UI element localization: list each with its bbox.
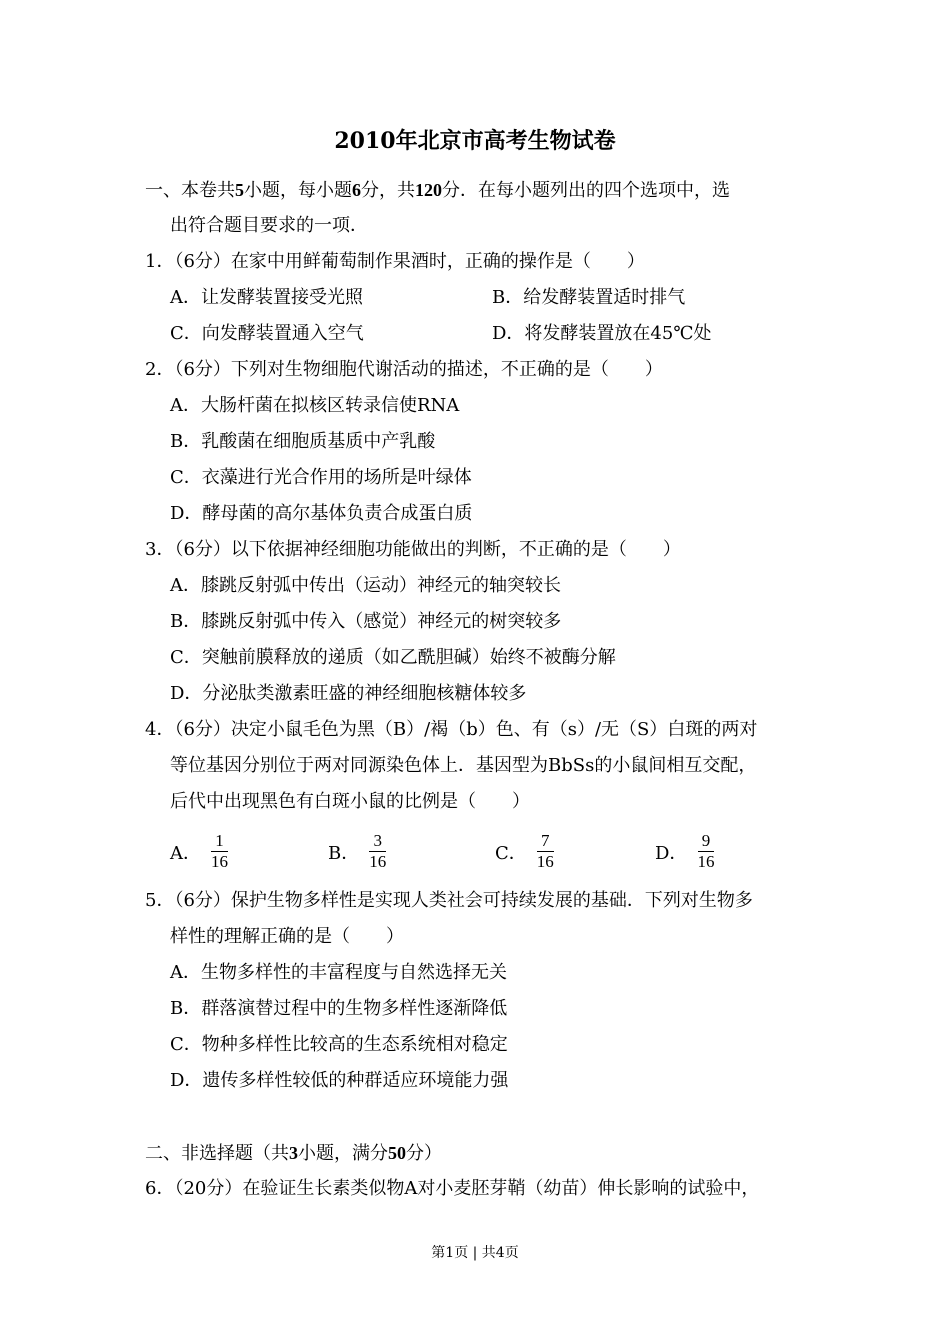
option-label: B． xyxy=(328,842,360,864)
section1-heading xyxy=(145,172,815,208)
q5-option-a: A．生物多样性的丰富程度与自然选择无关 xyxy=(170,962,507,983)
q3-option-a: A．膝跳反射弧中传出（运动）神经元的轴突较长 xyxy=(170,575,561,596)
denominator: 16 xyxy=(697,852,715,871)
q4-option-b xyxy=(328,831,495,872)
title-year: 2010 xyxy=(334,128,396,154)
numerator: 9 xyxy=(698,831,715,852)
q5-stem-2: 样性的理解正确的是（ ） xyxy=(170,926,404,947)
title-text: 年北京市高考生物试卷 xyxy=(395,128,616,154)
q3-option-d: D．分泌肽类激素旺盛的神经细胞核糖体较多 xyxy=(170,683,527,704)
q6-stem: 6．（20分）在验证生长素类似物A对小麦胚芽鞘（幼苗）伸长影响的试验中， xyxy=(145,1178,760,1199)
q3-stem: 3．（6分）以下依据神经细胞功能做出的判断，不正确的是（ ） xyxy=(145,539,681,560)
fraction xyxy=(537,831,554,872)
q4-stem-3: 后代中出现黑色有白斑小鼠的比例是（ ） xyxy=(170,791,530,812)
option-label: C． xyxy=(495,842,527,864)
q4-option-a xyxy=(170,831,328,872)
text: 二、非选择题（共 xyxy=(145,1143,289,1164)
q2-stem: 2．（6分）下列对生物细胞代谢活动的描述，不正确的是（ ） xyxy=(145,359,663,380)
q4-stem-1: 4．（6分）决定小鼠毛色为黑（B）/褐（b）色、有（s）/无（S）白斑的两对 xyxy=(145,719,758,740)
q1-option-a: A．让发酵装置接受光照 xyxy=(170,287,363,308)
denominator: 16 xyxy=(536,852,554,871)
q4-stem-2: 等位基因分别位于两对同源染色体上．基因型为BbSs的小鼠间相互交配， xyxy=(170,755,757,776)
numerator: 7 xyxy=(537,831,554,852)
num: 6 xyxy=(352,180,361,200)
q4-option-c xyxy=(495,831,655,872)
q4-options xyxy=(145,820,815,883)
q5-stem-1: 5．（6分）保护生物多样性是实现人类社会可持续发展的基础．下列对生物多 xyxy=(145,890,753,911)
q2-option-a: A．大肠杆菌在拟核区转录信使RNA xyxy=(170,395,460,416)
q1-options-cd xyxy=(145,316,815,352)
q1-options-ab xyxy=(145,280,815,316)
q2-option-b: B．乳酸菌在细胞质基质中产乳酸 xyxy=(170,431,436,452)
text: 小题，每小题 xyxy=(244,180,352,201)
num: 3 xyxy=(289,1143,298,1163)
q3-option-c: C．突触前膜释放的递质（如乙酰胆碱）始终不被酶分解 xyxy=(170,647,616,668)
q5-option-d: D．遗传多样性较低的种群适应环境能力强 xyxy=(170,1070,509,1091)
q1-option-b: B．给发酵装置适时排气 xyxy=(492,287,686,308)
document-body xyxy=(145,172,815,1207)
fraction xyxy=(697,831,714,872)
text: 分．在每小题列出的四个选项中，选 xyxy=(442,180,730,201)
numerator: 1 xyxy=(211,831,228,852)
q5-option-b: B．群落演替过程中的生物多样性逐渐降低 xyxy=(170,998,508,1019)
section1-line2: 出符合题目要求的一项． xyxy=(170,215,368,236)
option-label: D． xyxy=(655,842,688,864)
q5-option-c: C．物种多样性比较高的生态系统相对稳定 xyxy=(170,1034,508,1055)
text: 分，共 xyxy=(361,180,415,201)
q1-option-d: D．将发酵装置放在45℃处 xyxy=(492,323,712,344)
fraction xyxy=(211,831,228,872)
option-label: A． xyxy=(170,842,201,864)
q2-option-d: D．酵母菌的高尔基体负责合成蛋白质 xyxy=(170,503,473,524)
page-title xyxy=(0,124,950,155)
numerator: 3 xyxy=(369,831,386,852)
fraction xyxy=(369,831,386,872)
spacer xyxy=(145,1099,815,1135)
num: 120 xyxy=(415,180,442,200)
q1-stem: 1．（6分）在家中用鲜葡萄制作果酒时，正确的操作是（ ） xyxy=(145,251,645,272)
denominator: 16 xyxy=(211,852,228,871)
q1-option-c: C．向发酵装置通入空气 xyxy=(170,323,364,344)
num: 5 xyxy=(235,180,244,200)
text: 一、本卷共 xyxy=(145,180,235,201)
text: 小题，满分 xyxy=(298,1143,388,1164)
q4-option-d xyxy=(655,831,714,872)
q3-option-b: B．膝跳反射弧中传入（感觉）神经元的树突较多 xyxy=(170,611,562,632)
section2-heading xyxy=(145,1135,815,1171)
denominator: 16 xyxy=(369,852,387,871)
text: 分） xyxy=(406,1143,442,1164)
q2-option-c: C．衣藻进行光合作用的场所是叶绿体 xyxy=(170,467,472,488)
num: 50 xyxy=(388,1143,406,1163)
page-footer: 第1页 | 共4页 xyxy=(431,1245,519,1261)
